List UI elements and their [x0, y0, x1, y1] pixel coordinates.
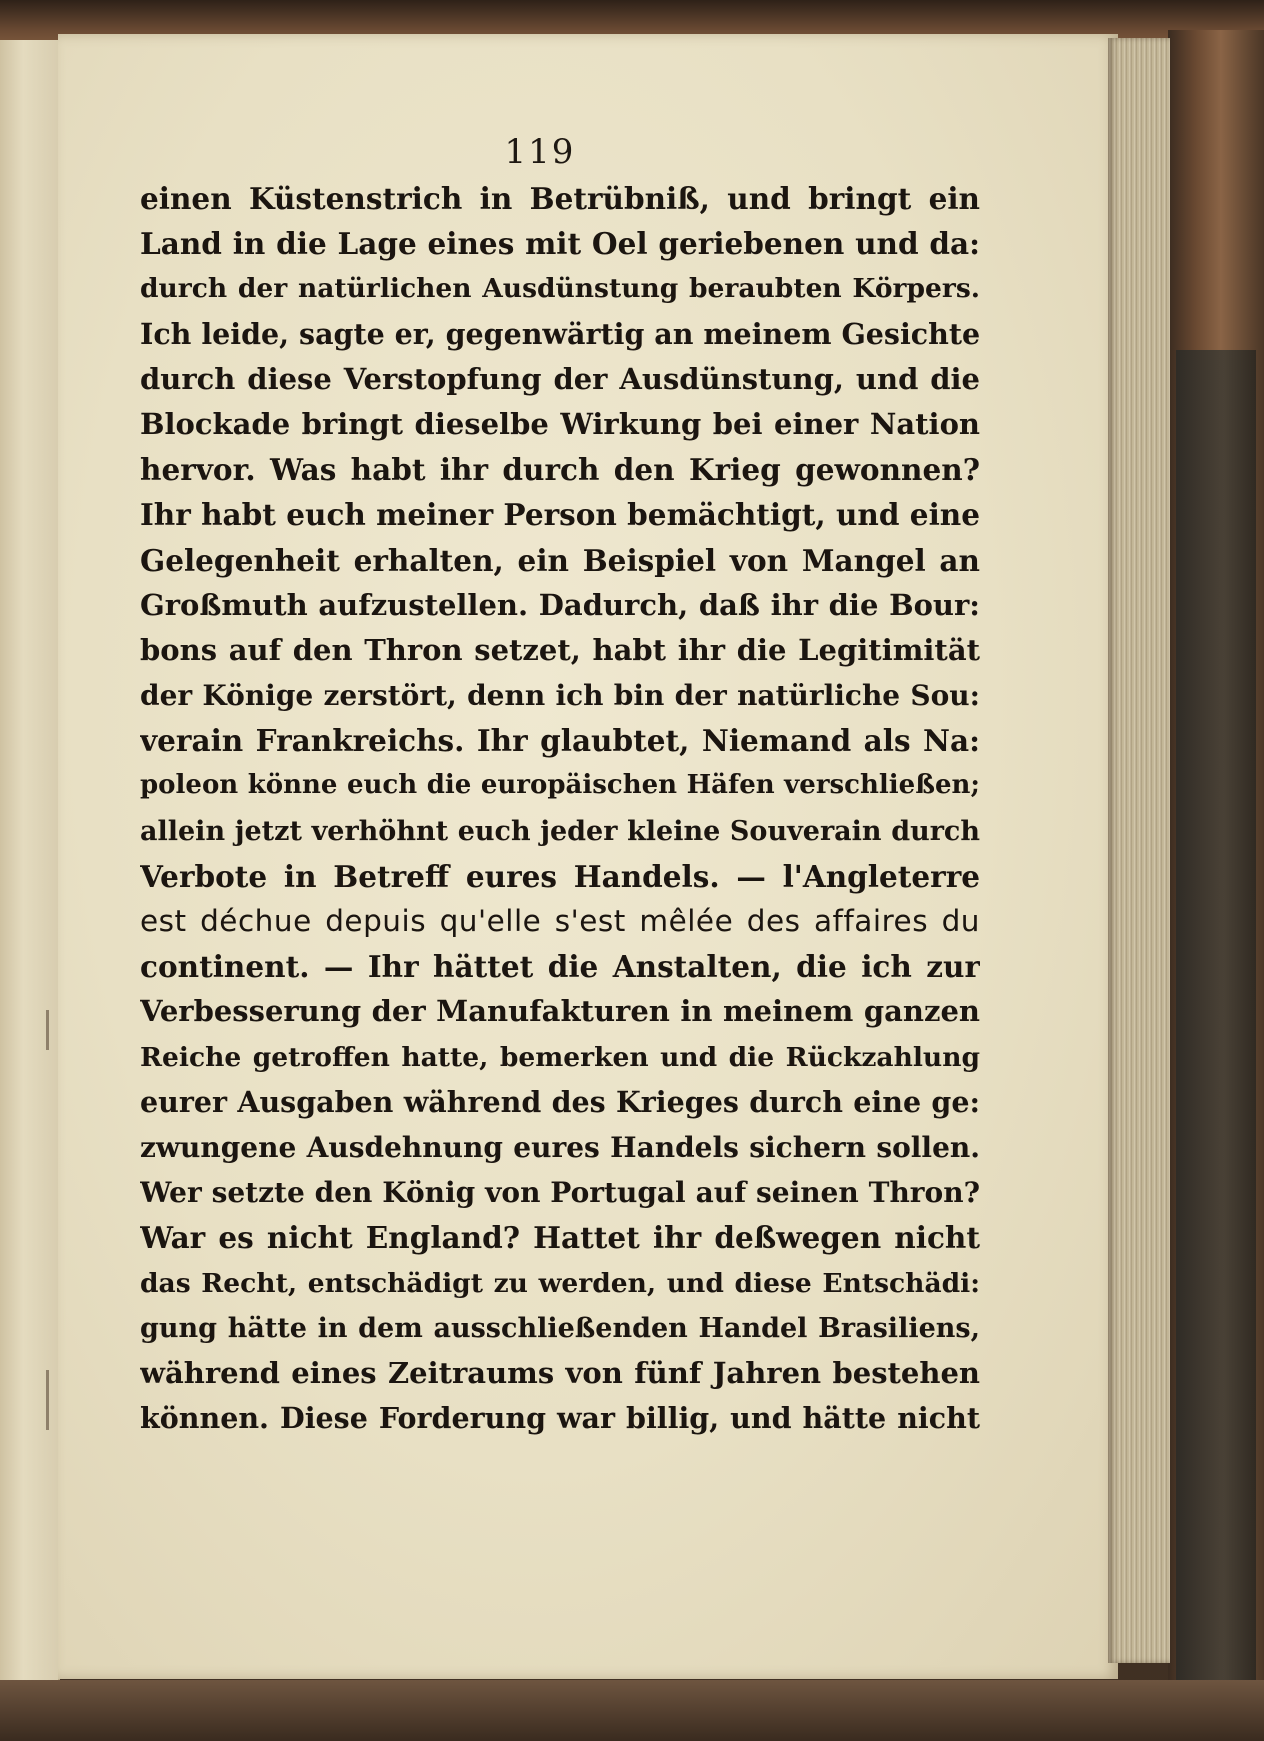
- page-edges-stack: [1108, 38, 1170, 1663]
- text-line: Verbote in Betreff eures Handels. — l'Angleterre: [140, 858, 980, 894]
- text-line: Reiche getroffen hatte, bemerken und die Rückzahlung: [140, 1041, 980, 1073]
- text-line: verain Frankreichs. Ihr glaubtet, Niemand als Na:: [140, 723, 980, 759]
- text-line: Blockade bringt dieselbe Wirkung bei einer Nation: [140, 406, 980, 441]
- text-line: der Könige zerstört, denn ich bin der natürliche Sou:: [140, 679, 980, 713]
- text-line: Ihr habt euch meiner Person bemächtigt, und eine: [140, 497, 980, 533]
- text-line: Verbesserung der Manufakturen in meinem ganzen: [140, 994, 980, 1029]
- page-text: [140, 176, 980, 1441]
- text-line: Wer setzte den König von Portugal auf seinen Thron?: [140, 1176, 980, 1210]
- text-line: zwungene Ausdehnung eures Handels sichern sollen.: [140, 1130, 980, 1164]
- text-line: hervor. Was habt ihr durch den Krieg gewonnen?: [140, 452, 980, 488]
- text-line: Großmuth aufzustellen. Dadurch, daß ihr die Bour:: [140, 587, 980, 622]
- page-number: 119: [504, 132, 576, 172]
- binding-mark: [46, 1370, 49, 1430]
- text-line: War es nicht England? Hattet ihr deßwegen nicht: [140, 1220, 980, 1256]
- book-cover-bottom-edge: [0, 1680, 1264, 1741]
- book-binding-left: [0, 40, 60, 1700]
- binding-mark: [46, 1010, 49, 1050]
- text-line: eurer Ausgaben während des Krieges durch eine ge:: [140, 1084, 980, 1119]
- text-line: Land in die Lage eines mit Oel geriebenen und da:: [140, 226, 980, 262]
- text-line: bons auf den Thron setzet, habt ihr die Legitimität: [140, 632, 980, 667]
- text-line: Ich leide, sagte er, gegenwärtig an meinem Gesichte: [140, 316, 980, 351]
- text-line: das Recht, entschädigt zu werden, und diese Entschädi:: [140, 1267, 980, 1299]
- text-line: Gelegenheit erhalten, ein Beispiel von Mangel an: [140, 542, 980, 578]
- book-cover-right: [1168, 30, 1264, 1710]
- text-line: durch diese Verstopfung der Ausdünstung, und die: [140, 361, 980, 396]
- text-line-french: est déchue depuis qu'elle s'est mêlée des affaires du: [140, 904, 980, 938]
- text-line: können. Diese Forderung war billig, und hätte nicht: [140, 1401, 980, 1436]
- text-line: einen Küstenstrich in Betrübniß, und bringt ein: [140, 181, 980, 216]
- text-line: poleon könne euch die europäischen Häfen verschließen;: [140, 770, 980, 801]
- cover-leather-patch: [1176, 350, 1256, 1700]
- text-line: durch der natürlichen Ausdünstung beraubten Körpers.: [140, 273, 980, 305]
- text-line: während eines Zeitraums von fünf Jahren bestehen: [140, 1355, 980, 1390]
- text-line: allein jetzt verhöhnt euch jeder kleine Souverain durch: [140, 815, 980, 847]
- text-line: gung hätte in dem ausschließenden Handel Brasiliens,: [140, 1312, 980, 1344]
- text-line: continent. — Ihr hättet die Anstalten, die ich zur: [140, 949, 980, 985]
